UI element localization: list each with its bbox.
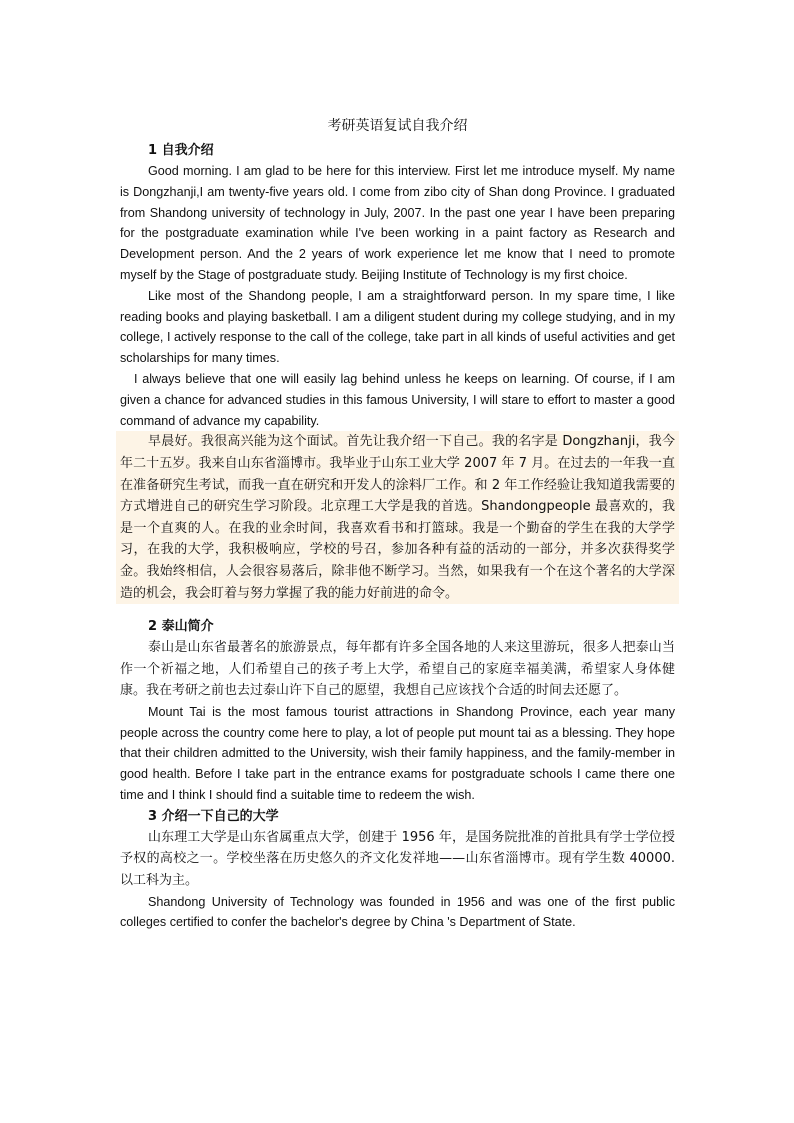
document-page xyxy=(120,116,675,933)
paragraph-cn-intro: 早晨好。我很高兴能为这个面试。首先让我介绍一下自己。我的名字是 Dongzhanji，我今年二十五岁。我来自山东省淄博市。我毕业于山东工业大学 2007 年 7 月。在过去的一年我一直在准备研究生考试，而我一直在研究和开发人的涂料厂工作。和 2 年工作经验让我知道我需要的方式增进自己的研究生学习阶段。北京理工大学是我的首选。Shandongpeople 最喜欢的，我是一个直爽的人。在我的业余时间，我喜欢看书和打篮球。我是一个勤奋的学生在我的大学学习，在我的大学，我积极响应，学校的号召，参加各种有益的活动的一部分，并多次获得奖学金。我始终相信，人会很容易落后，除非他不断学习。当然，如果我有一个在这个著名的大学深造的机会，我会盯着与努力掌握了我的能力好前进的命令。 xyxy=(120,434,675,601)
paragraph-cn-taishan: 泰山是山东省最著名的旅游景点，每年都有许多全国各地的人来这里游玩，很多人把泰山当作一个祈福之地，人们希望自己的孩子考上大学，希望自己的家庭幸福美满，希望家人身体健康。我在考研之前也去过泰山许下自己的愿望，我想自己应该找个合适的时间去还愿了。 xyxy=(120,640,675,699)
section-spacer xyxy=(120,604,675,616)
paragraph-en-intro: Good morning. I am glad to be here for this interview. First let me introduce myself. My name is Dongzhanji,I am twenty-five years old. I come from zibo city of Shan dong Province. I graduated from Shandong university of technology in July, 2007. In the past one year I have been preparing for the postgraduate examination while I've been working in a paint factory as Research and Development person. And the 2 years of work experience let me know that I need to promote myself by the Stage of postgraduate study. Beijing Institute of Technology is my first choice. xyxy=(120,164,675,282)
paragraph-cn-university: 山东理工大学是山东省属重点大学，创建于 1956 年，是国务院批准的首批具有学士学位授予权的高校之一。学校坐落在历史悠久的齐文化发祥地——山东省淄博市。现有学生数 40000. 以工科为主。 xyxy=(120,829,675,889)
highlighted-translation-block xyxy=(116,431,679,604)
section-heading-self-intro: 1 自我介绍 xyxy=(148,143,214,158)
paragraph-en-university: Shandong University of Technology was founded in 1956 and was one of the first public colleges certified to confer the bachelor's degree by China 's Department of State. xyxy=(120,894,675,930)
paragraph-en-taishan: Mount Tai is the most famous tourist attractions in Shandong Province, each year many people across the country come here to play, a lot of people put mount tai as a blessing. They hope that their children admitted to the University, wish their family happiness, and the family-member in good health. Before I take part in the entrance exams for postgraduate schools I came there one time and I think I should find a suitable time to redeem the wish. xyxy=(120,704,675,803)
section-heading-university: 3 介绍一下自己的大学 xyxy=(148,808,279,824)
paragraph-en-personality: Like most of the Shandong people, I am a straightforward person. In my spare time, I like reading books and playing basketball. I am a diligent student during my college studying, and in my college, I actively response to the call of the college, take part in all kinds of useful activities and get scholarships for many times. xyxy=(120,288,675,366)
paragraph-en-learning: I always believe that one will easily lag behind unless he keeps on learning. Of course, if I am given a chance for advanced studies in this famous University, I will stare to effort to master a good command of advance my capability. xyxy=(120,371,675,428)
section-heading-taishan: 2 泰山简介 xyxy=(148,619,214,635)
document-title: 考研英语复试自我介绍 xyxy=(327,118,468,134)
